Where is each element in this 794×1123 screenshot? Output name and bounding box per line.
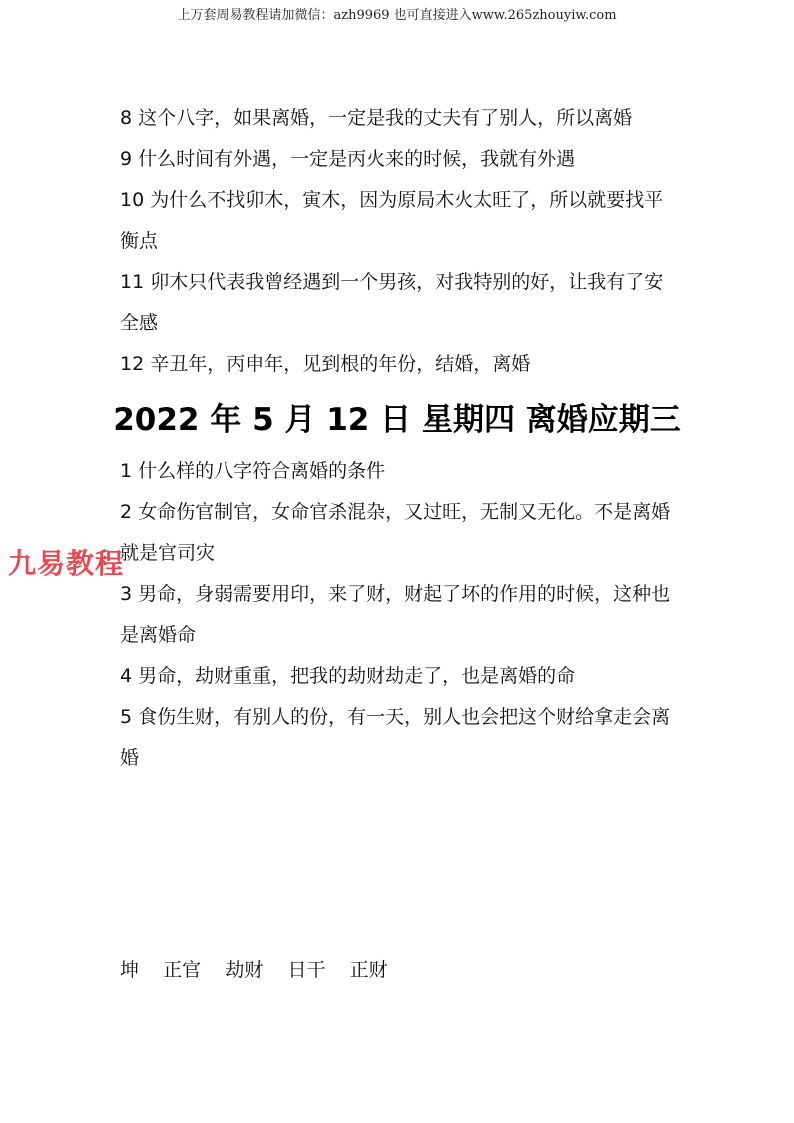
- section-heading: 2022 年 5 月 12 日 星期四 离婚应期三: [113, 402, 681, 438]
- watermark-logo: 九易教程: [8, 547, 125, 580]
- list-item-8: 8 这个八字，如果离婚，一定是我的丈夫有了别人，所以离婚: [120, 107, 633, 129]
- list-item-9: 9 什么时间有外遇，一定是丙火来的时候，我就有外遇: [120, 148, 576, 170]
- chart-row-labels: 坤 正官 劫财 日干 正财: [120, 959, 388, 981]
- list-item-1: 1 什么样的八字符合离婚的条件: [120, 460, 386, 482]
- list-item-11: 11 卯木只代表我曾经遇到一个男孩，对我特别的好，让我有了安全感: [120, 271, 664, 334]
- page-header-banner: 上万套周易教程请加微信：azh9969 也可直接进入www.265zhouyiw.com: [177, 8, 617, 23]
- list-item-5: 5 食伤生财，有别人的份，有一天，别人也会把这个财给拿走会离婚: [120, 706, 671, 769]
- list-item-12: 12 辛丑年，丙申年，见到根的年份，结婚，离婚: [120, 353, 531, 375]
- list-item-4: 4 男命，劫财重重，把我的劫财劫走了，也是离婚的命: [120, 665, 576, 687]
- list-item-3: 3 男命，身弱需要用印，来了财，财起了坏的作用的时候，这种也是离婚命: [120, 583, 671, 646]
- list-item-2: 2 女命伤官制官，女命官杀混杂，又过旺，无制又无化。不是离婚就是官司灾: [120, 501, 671, 564]
- list-item-10: 10 为什么不找卯木，寅木，因为原局木火太旺了，所以就要找平衡点: [120, 189, 664, 252]
